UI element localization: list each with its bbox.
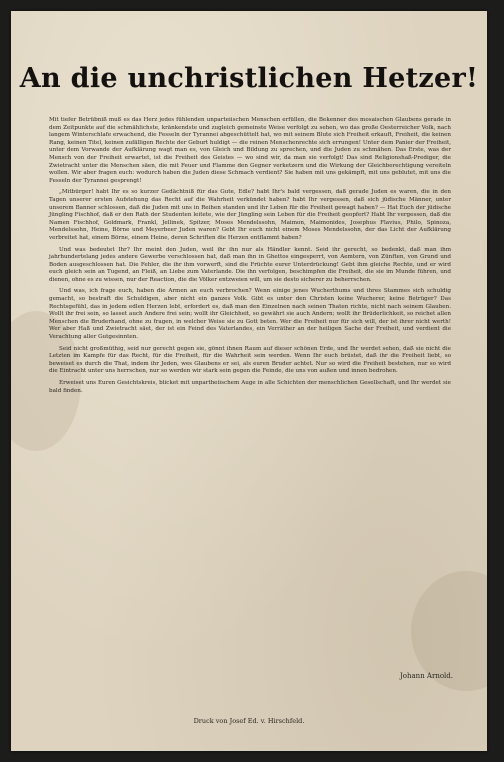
paragraph: Mit tiefer Betrübniß muß es das Herz jedes fühlenden unparteiischen Menschen erfüllen, die Bekenner des mosaischen Glaubens gerade in dem Zeitpunkte auf die schmählichste, kränkendste und zugleich gemeinste Weise verfolgt zu sehen, wo das große Oesterreicher Volk, nach langem Winterschlafe erwachend, die Fesseln der Tyrannei abgeschüttelt hat, wo mit seinem Blute sich Freiheit erkauft, Freiheit, die keinen Rang, keinen Titel, keinen zufälligen Rechte der Geburt huldigt — die reinen Menschenrechte sich errungen! Unter dem Panier der Freiheit, unter dem Vorwande der Aufklärung wagt man es, von Gleich und Bildung zu sprechen, und die Juden zu schmähen. Das Erste, was der Mensch von der Freiheit erwartet, ist die Freiheit des Geistes — wo sind wir, da man sie verfolgt! Das sind Religionshaß-Prediger, die Zwietracht unter die Menschen säen, die mit Feuer und Flamme den Gegner verketzern und die Wirkung der Gleichberechtigung vereiteln wollen. Wir aber fragen euch: wodurch haben die Juden diese Schmach verdient? Sie haben mit uns gekämpft, mit uns geblutet, mit uns die Fesseln der Tyrannei gesprengt! bbox=[49, 117, 451, 184]
paragraph: Erweiset uns Euren Gesichtskreis, blicket mit unpartheiischem Auge in alle Schichten der menschlichen Gesellschaft, und Ihr werdet sie bald finden. bbox=[49, 380, 451, 394]
paragraph: Seid nicht großmüthig, seid nur gerecht gegen sie, gönnt ihnen Raum auf dieser schönen Erde, und Ihr werdet sehen, daß sie nicht die Letzten im Kampfe für das Recht, für die Freiheit, für die Wahrheit sein werden. Wenn Ihr euch brüstet, daß ihr die Freiheit liebt, so beweiset es durch die That, indem ihr Jeden, wes Glaubens er sei, als euren Bruder achtet. Nur so wird die Freiheit bestehen, nur so wird die Eintracht unter uns herrschen, nur so werden wir stark sein gegen die Feinde, die uns von außen und innen bedrohen. bbox=[49, 345, 451, 375]
poster-sheet bbox=[11, 11, 487, 751]
paragraph: Und was, ich frage euch, haben die Armen an euch verbrochen? Wenn einige jenes Wucherthums und ihres Stammes sich schuldig gemacht, so bestraft die Schuldigen, aber nicht ein ganzes Volk. Gibt es unter den Christen keine Wucherer, keine Betrüger? Das Rechtsgefühl, das in jedem edlen Herzen lebt, erfordert es, daß man den Einzelnen nach seinen Thaten richte, nicht nach seinem Glauben. Wollt ihr frei sein, so lasset auch Andere frei sein; wollt ihr Gleichheit, so gewährt sie auch Andern; wollt ihr Brüderlichkeit, so reichet allen Menschen die Bruderhand, ohne zu fragen, in welcher Weise sie zu Gott beten. Wer die Freiheit nur für sich will, der ist ihrer nicht werth! Wer aber Haß und Zwietracht säet, der ist ein Feind des Vaterlandes, ein Verräther an der heiligen Sache der Freiheit, und verdient die Verachtung aller Gutgesinnten. bbox=[49, 288, 451, 341]
paragraph: „Mitbürger! habt Ihr es so kurzer Gedächtniß für das Gute, Edle? habt Ihr's bald vergessen, daß gerade Juden es waren, die in den Tagen unserer ersten Aufstehung das Recht auf die Wahrheit verkündet haben? habt Ihr vergessen, daß sich jüdische Männer, unter unserem Banner schlossen, daß die Juden mit uns in Reihen standen und ihr Leben für die Freiheit gewagt haben? — Hat Euch der jüdische Jüngling Fischhof, daß er den Rath der Studenten leitete, wie der Jüngling sein Leben für die Freiheit geopfert? Habt Ihr vergessen, daß die Namen Fischhof, Goldmark, Frankl, Jellinek, Spitzer, Moses Mendelssohn, Maimon, Maimonides, Josephus Flavius, Philo, Spinoza, Mendelssohn, Heine, Börne und Meyerbeer Juden waren? Gebt Ihr euch nicht einem Moses Mendelssohn, der das Licht der Aufklärung verbreitet hat, einem Börne, einem Heine, deren Schriften die Herzen entflammt haben? bbox=[49, 189, 451, 241]
poster-title: An die unchristlichen Hetzer! bbox=[19, 63, 479, 94]
printer-imprint: Druck von Josef Ed. v. Hirschfeld. bbox=[193, 717, 305, 725]
signature: Johann Arnold. bbox=[399, 672, 453, 680]
paragraph: Und was bedeutet Ihr? Ihr meint den Juden, weil ihr ihn nur als Händler kennt. Seid ihr gerecht, so bedenkt, daß man ihm jahrhundertelang jedes andere Gewerbe verschlossen hat, daß man ihn in Ghettos eingesperrt, von Aemtern, von Zünften, von Grund und Boden ausgeschlossen hat. Die Fehler, die ihr ihm vorwerft, sind die Früchte eurer Unterdrückung! Gebt ihm gleiche Rechte, und er wird euch gleich sein an Tugend, an Fleiß, an Liebe zum Vaterlande. Die ihn verfolgen, beschimpfen die Freiheit, die sie im Munde führen, und dienen, ohne es zu wissen, nur der Reaction, die die Völker entzweien will, um sie desto sicherer zu beherrschen. bbox=[49, 246, 451, 283]
poster-body bbox=[49, 117, 451, 399]
